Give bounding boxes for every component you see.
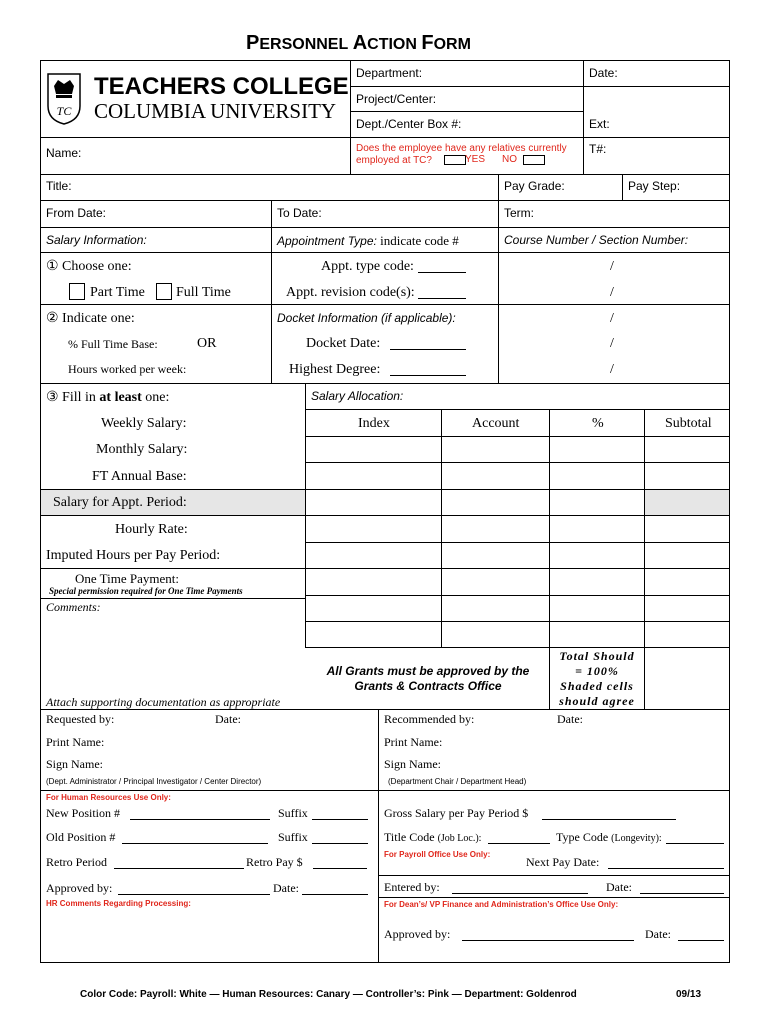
part-time-checkbox[interactable] — [69, 283, 85, 300]
title-cap-2: A — [352, 32, 368, 54]
indicate-one-label: ② Indicate one: — [46, 311, 135, 326]
hourly-rate-label: Hourly Rate: — [115, 522, 188, 537]
term-label: Term: — [504, 206, 534, 220]
new-position-label: New Position # — [46, 806, 121, 820]
form-version: 09/13 — [676, 989, 702, 1000]
hr-date-field[interactable] — [302, 894, 368, 895]
title-code-field[interactable] — [488, 843, 550, 844]
deans-use-only-label: For Dean’s/ VP Finance and Administration’s Office Use Only: — [384, 900, 619, 909]
hours-worked-label: Hours worked per week: — [68, 362, 187, 376]
print-name-right: Print Name: — [384, 735, 443, 749]
slash-2: / — [610, 285, 614, 300]
to-date-label: To Date: — [277, 206, 322, 220]
subtotal-shaded — [645, 489, 729, 515]
new-position-field[interactable] — [130, 819, 270, 820]
total-note-line-4: should agree — [559, 694, 635, 708]
next-pay-date-label: Next Pay Date: — [526, 855, 600, 869]
one-time-payment-label: One Time Payment: — [75, 571, 180, 586]
left-roles-note: (Dept. Administrator / Principal Investigator / Center Director) — [46, 777, 262, 786]
slash-1: / — [610, 259, 614, 274]
color-code-footer: Color Code: Payroll: White — Human Resources: Canary — Controller’s: Pink — Department: Goldenrod — [80, 989, 577, 1000]
old-position-field[interactable] — [122, 843, 268, 844]
next-pay-date-field[interactable] — [608, 868, 724, 869]
suffix-2-label: Suffix — [278, 830, 308, 844]
yes-checkbox[interactable] — [444, 155, 466, 165]
sign-name-left: Sign Name: — [46, 757, 103, 771]
name-label: Name: — [46, 146, 82, 160]
requested-date-label: Date: — [215, 712, 241, 726]
full-time-label: Full Time — [176, 285, 231, 300]
dean-date-label: Date: — [645, 927, 671, 941]
grants-note — [311, 664, 545, 694]
appt-type-code-field[interactable] — [418, 272, 466, 273]
retro-period-field[interactable] — [114, 868, 244, 869]
title-cap-1: P — [246, 32, 260, 54]
form-title — [246, 33, 471, 53]
approved-by-field[interactable] — [118, 894, 270, 895]
ft-annual-base-label: FT Annual Base: — [92, 469, 187, 484]
type-code-small: (Longevity): — [611, 833, 662, 844]
dean-date-field[interactable] — [678, 940, 724, 941]
department-label: Department: — [356, 66, 423, 80]
relatives-question-text: Does the employee have any relatives currently employed at TC? — [356, 143, 567, 166]
or-label: OR — [197, 336, 217, 351]
slash-3: / — [610, 311, 614, 326]
full-time-base-label: % Full Time Base: — [68, 337, 158, 351]
suffix-1-field[interactable] — [312, 819, 368, 820]
imputed-hours-label: Imputed Hours per Pay Period: — [46, 548, 221, 563]
date-label: Date: — [589, 66, 618, 80]
entered-by-label: Entered by: — [384, 880, 440, 894]
recommended-by-label: Recommended by: — [384, 712, 475, 726]
college-name: TEACHERS COLLEGE — [94, 73, 349, 100]
fill-in-suffix: one: — [141, 390, 170, 405]
choose-one-label: ① Choose one: — [46, 259, 132, 274]
col-index: Index — [358, 416, 390, 431]
highest-degree-field[interactable] — [390, 375, 466, 376]
print-name-left: Print Name: — [46, 735, 105, 749]
appt-revision-field[interactable] — [418, 298, 466, 299]
salary-information-label: Salary Information: — [46, 233, 147, 247]
seal-text: TC — [56, 104, 72, 118]
hr-date-label: Date: — [273, 881, 299, 895]
weekly-salary-label: Weekly Salary: — [101, 416, 187, 431]
college-seal-icon — [44, 70, 84, 131]
pay-step-label: Pay Step: — [628, 179, 681, 193]
title-rest-3: ORM — [433, 36, 471, 53]
type-code-label — [556, 831, 662, 844]
monthly-salary-label: Monthly Salary: — [96, 442, 188, 457]
suffix-2-field[interactable] — [312, 843, 368, 844]
appointment-type-rest: indicate code # — [376, 233, 459, 248]
fill-in-prefix: ③ Fill in — [46, 390, 100, 405]
title-rest-2: CTION — [367, 36, 417, 53]
col-account: Account — [472, 416, 520, 431]
highest-degree-label: Highest Degree: — [289, 362, 381, 377]
course-section-label: Course Number / Section Number: — [504, 233, 689, 247]
payroll-use-only-label: For Payroll Office Use Only: — [384, 850, 491, 859]
col-percent: % — [592, 416, 604, 431]
pay-grade-label: Pay Grade: — [504, 179, 565, 193]
recommended-date-label: Date: — [557, 712, 583, 726]
attach-docs-note: Attach supporting documentation as appropriate — [46, 695, 281, 709]
type-code-text: Type Code — [556, 830, 612, 844]
entered-by-field[interactable] — [452, 893, 588, 894]
title-code-small: (Job Loc.): — [437, 833, 482, 844]
title-cap-3: F — [421, 32, 434, 54]
yes-label: YES — [465, 154, 486, 165]
old-position-label: Old Position # — [46, 830, 116, 844]
fill-in-label — [46, 391, 169, 405]
t-number-label: T#: — [589, 142, 607, 156]
title-code-label — [384, 831, 481, 844]
project-center-label: Project/Center: — [356, 92, 437, 106]
col-subtotal: Subtotal — [665, 416, 712, 431]
appt-revision-label: Appt. revision code(s): — [286, 285, 415, 300]
entered-date-field[interactable] — [640, 893, 724, 894]
gross-salary-field[interactable] — [542, 819, 676, 820]
right-roles-note: (Department Chair / Department Head) — [388, 777, 527, 786]
fill-in-bold: at least — [99, 390, 142, 405]
title-code-text: Title Code — [384, 830, 438, 844]
appt-type-code-label: Appt. type code: — [321, 259, 414, 274]
gross-salary-label: Gross Salary per Pay Period $ — [384, 806, 529, 820]
sign-name-right: Sign Name: — [384, 757, 441, 771]
dean-approved-by-label: Approved by: — [384, 927, 451, 941]
requested-by-label: Requested by: — [46, 712, 115, 726]
no-checkbox[interactable] — [523, 155, 545, 165]
grants-note-text: All Grants must be approved by the Grants & Contracts Office — [326, 664, 530, 693]
no-label: NO — [502, 154, 517, 165]
slash-5: / — [610, 362, 614, 377]
retro-pay-label: Retro Pay $ — [246, 855, 303, 869]
total-note-line-3: Shaded cells — [560, 679, 634, 693]
approved-by-label: Approved by: — [46, 881, 113, 895]
special-permission-note: Special permission required for One Time Payments — [49, 586, 243, 596]
appointment-type-italic: Appointment Type: — [277, 234, 377, 248]
total-note-line-2: = 100% — [575, 664, 619, 678]
title-label: Title: — [46, 179, 72, 193]
docket-date-field[interactable] — [390, 349, 466, 350]
university-name: COLUMBIA UNIVERSITY — [94, 99, 337, 123]
retro-pay-field[interactable] — [313, 868, 367, 869]
docket-date-label: Docket Date: — [306, 336, 381, 351]
retro-period-label: Retro Period — [46, 855, 107, 869]
from-date-label: From Date: — [46, 206, 107, 220]
entered-date-label: Date: — [606, 880, 632, 894]
salary-allocation-title: Salary Allocation: — [311, 389, 404, 403]
total-note — [550, 649, 644, 709]
appointment-type-label — [277, 234, 459, 247]
docket-information-label: Docket Information (if applicable): — [277, 311, 456, 325]
hr-comments-label: HR Comments Regarding Processing: — [46, 899, 191, 908]
slash-4: / — [610, 336, 614, 351]
hr-use-only-label: For Human Resources Use Only: — [46, 793, 171, 802]
ext-label: Ext: — [589, 117, 610, 131]
dean-approved-by-field[interactable] — [462, 940, 634, 941]
salary-appt-period-label: Salary for Appt. Period: — [53, 495, 187, 510]
suffix-1-label: Suffix — [278, 806, 308, 820]
total-note-line-1: Total Should — [559, 649, 635, 663]
full-time-checkbox[interactable] — [156, 283, 172, 300]
part-time-label: Part Time — [90, 285, 145, 300]
comments-label: Comments: — [46, 600, 101, 614]
dept-center-box-label: Dept./Center Box #: — [356, 117, 462, 131]
title-rest-1: ERSONNEL — [259, 36, 349, 53]
type-code-field[interactable] — [666, 843, 724, 844]
